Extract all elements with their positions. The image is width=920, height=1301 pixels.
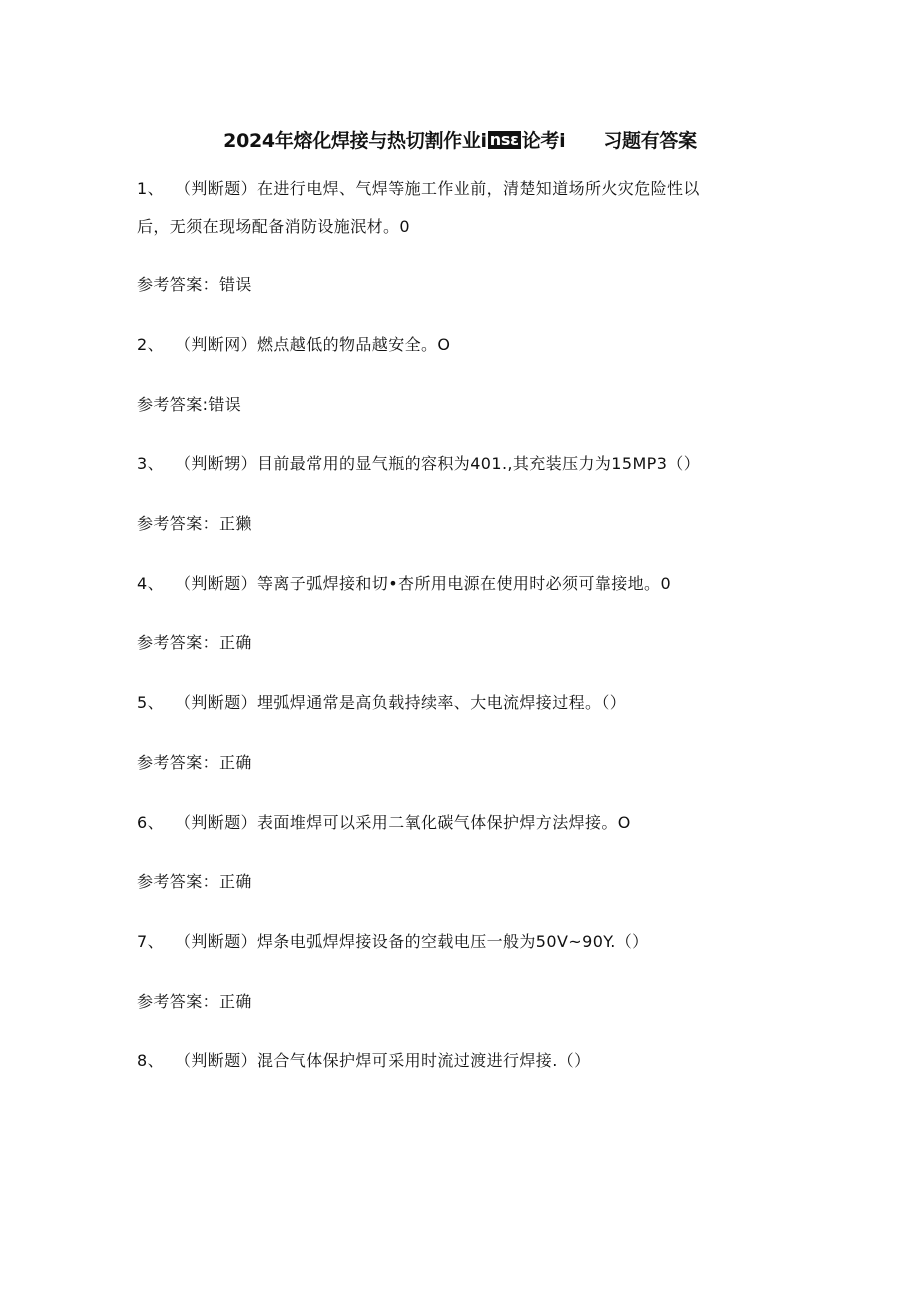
question-text: （判断甥）目前最常用的显气瓶的容积为401.,其充装压力为15MP3（） (175, 454, 701, 473)
answer-value: 错误 (208, 395, 242, 414)
answer-label: 参考答案： (137, 753, 220, 772)
title-part-2: 论考i (521, 130, 566, 152)
question-text: （判断题）表面堆焊可以采用二氧化碳气体保护焊方法焊接。O (175, 813, 631, 832)
answer-value: 正确 (219, 872, 252, 891)
question-text: （判断题）焊条电弧焊焊接设备的空载电压一般为50V~90Y.（） (175, 932, 649, 951)
answer-value: 正确 (219, 992, 252, 1011)
answer-7 (137, 989, 252, 1012)
answer-5 (137, 750, 252, 773)
question-text: （判断题）混合气体保护焊可采用时流过渡进行焊接.（） (175, 1051, 591, 1070)
question-number: 5、 (137, 693, 164, 712)
question-number: 1、 (137, 179, 164, 198)
answer-label: 参考答案： (137, 633, 220, 652)
question-number: 3、 (137, 454, 164, 473)
question-number: 6、 (137, 813, 164, 832)
answer-value: 正确 (219, 633, 252, 652)
answer-value: 正确 (219, 753, 252, 772)
question-1 (137, 176, 700, 199)
answer-4 (137, 630, 252, 653)
question-number: 2、 (137, 335, 164, 354)
question-2 (137, 332, 450, 355)
question-6 (137, 810, 631, 833)
question-4 (137, 571, 671, 594)
question-number: 4、 (137, 574, 164, 593)
answer-label: 参考答案： (137, 275, 220, 294)
answer-value: 错误 (219, 275, 252, 294)
title-part-1: 2024年熔化焊接与热切割作业i (223, 130, 487, 152)
question-text: （判断网）燃点越低的物品越安全。O (175, 335, 451, 354)
question-7 (137, 929, 649, 952)
answer-6 (137, 869, 252, 892)
answer-label: 参考答案： (137, 514, 220, 533)
question-1-continuation: 后，无须在现场配备消防设施泯材。0 (137, 217, 410, 236)
question-number: 7、 (137, 932, 164, 951)
answer-label: 参考答案： (137, 872, 220, 891)
question-text: （判断题）等离子弧焊接和切•杏所用电源在使用时必须可靠接地。0 (175, 574, 672, 593)
answer-3 (137, 511, 252, 534)
answer-value: 正獭 (219, 514, 252, 533)
title-part-3: 习题有答案 (603, 130, 697, 152)
question-5 (137, 690, 626, 713)
question-3 (137, 451, 700, 474)
question-8 (137, 1048, 591, 1071)
answer-label: 参考答案： (137, 992, 220, 1011)
question-number: 8、 (137, 1051, 164, 1070)
page-title (0, 126, 920, 153)
title-redacted-block: nsε (489, 130, 519, 149)
answer-1 (137, 272, 252, 295)
answer-2 (137, 392, 241, 415)
answer-label: 参考答案: (137, 395, 209, 414)
question-text: （判断题）埋弧焊通常是高负载持续率、大电流焊接过程。（） (175, 693, 627, 712)
question-text: （判断题）在进行电焊、气焊等施工作业前，清楚知道场所火灾危险性以 (175, 179, 700, 198)
